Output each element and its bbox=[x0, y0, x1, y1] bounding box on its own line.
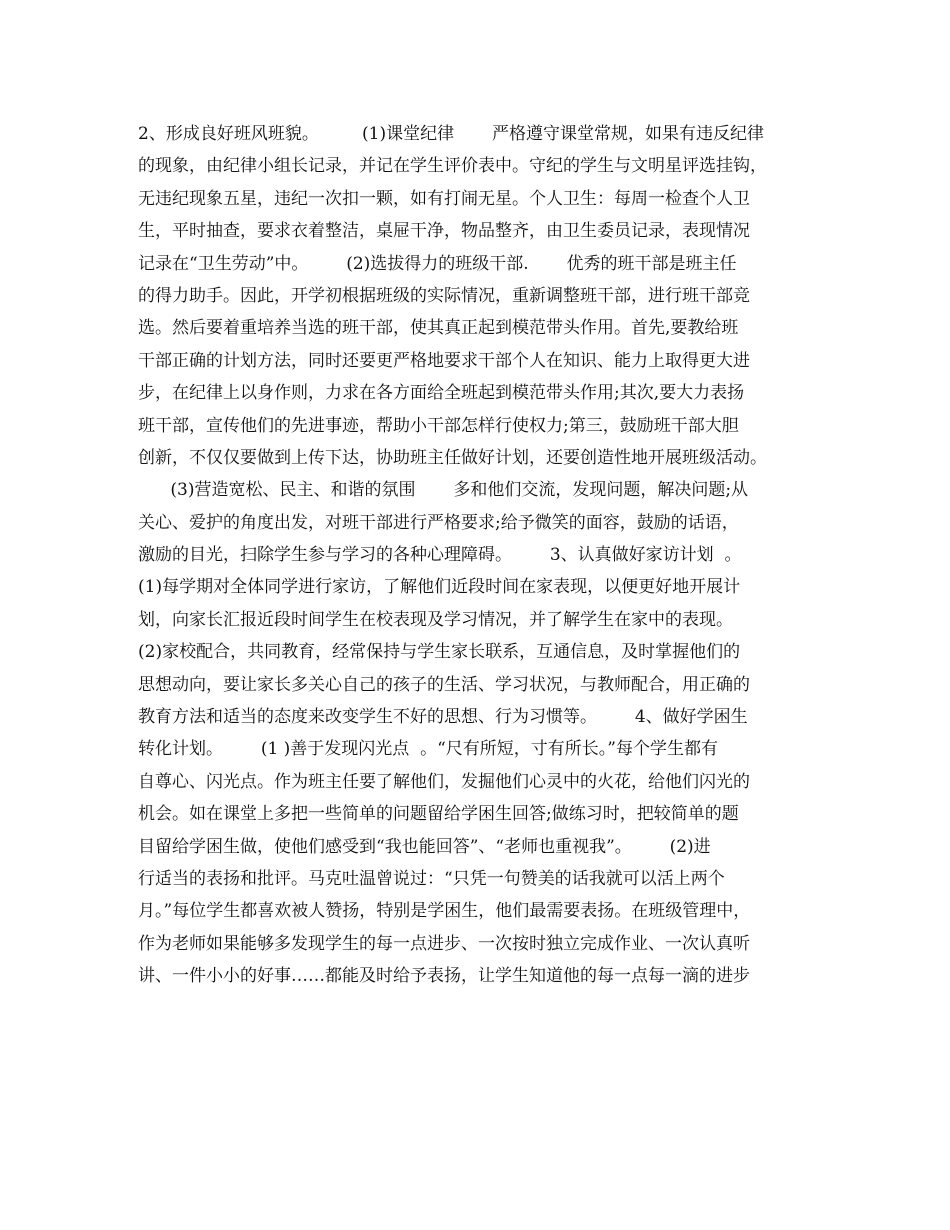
text-line-22: 机会。如在课堂上多把一些简单的问题留给学困生回答;做练习时，把较简单的题 bbox=[138, 804, 739, 825]
text-line-13: 关心、爱护的角度出发，对班干部进行严格要求;给予微笑的面容，鼓励的话语， bbox=[138, 512, 739, 533]
text-line-5: 记录在“卫生劳动”中。 (2)选拔得力的班级干部. 优秀的班干部是班主任 bbox=[138, 253, 737, 274]
text-line-11: 创新，不仅仅要做到上传下达，协助班主任做好计划，还要创造性地开展班级活动。 bbox=[138, 447, 767, 468]
text-line-21: 自尊心、闪光点。作为班主任要了解他们，发掘他们心灵中的火花，给他们闪光的 bbox=[138, 771, 750, 792]
text-line-27: 讲、一件小小的好事……都能及时给予表扬，让学生知道他的每一点每一滴的进步 bbox=[138, 966, 750, 987]
text-line-2: 的现象，由纪律小组长记录，并记在学生评价表中。守纪的学生与文明星评选挂钩， bbox=[138, 156, 767, 177]
text-line-25: 月。”每位学生都喜欢被人赞扬，特别是学困生，他们最需要表扬。在班级管理中， bbox=[138, 901, 751, 922]
text-line-19: 教育方法和适当的态度来改变学生不好的思想、行为习惯等。 4、做好学困生 bbox=[138, 707, 748, 728]
text-line-24: 行适当的表扬和批评。马克吐温曾说过：“只凭一句赞美的话我就可以活上两个 bbox=[138, 868, 725, 889]
text-line-15: (1)每学期对全体同学进行家访，了解他们近段时间在家表现，以便更好地开展计 bbox=[138, 577, 741, 598]
body-text bbox=[138, 118, 828, 993]
text-line-6: 的得力助手。因此，开学初根据班级的实际情况，重新调整班干部，进行班干部竞 bbox=[138, 285, 750, 306]
text-line-8: 干部正确的计划方法，同时还要更严格地要求干部个人在知识、能力上取得更大进 bbox=[138, 350, 750, 371]
text-line-7: 选。然后要着重培养当选的班干部，使其真正起到模范带头作用。首先,要教给班 bbox=[138, 318, 739, 339]
text-line-16: 划，向家长汇报近段时间学生在校表现及学习情况，并了解学生在家中的表现。 bbox=[138, 609, 733, 630]
text-line-4: 生，平时抽查，要求衣着整洁，桌屉干净，物品整齐，由卫生委员记录，表现情况 bbox=[138, 221, 750, 242]
text-line-9: 步，在纪律上以身作则，力求在各方面给全班起到模范带头作用;其次,要大力表扬 bbox=[138, 383, 745, 404]
text-line-26: 作为老师如果能够多发现学生的每一点进步、一次按时独立完成作业、一次认真听 bbox=[138, 933, 750, 954]
text-line-17: (2)家校配合，共同教育，经常保持与学生家长联系，互通信息，及时掌握他们的 bbox=[138, 642, 741, 663]
text-line-14: 激励的目光，扫除学生参与学习的各种心理障碍。 3、认真做好家访计划 。 bbox=[138, 545, 742, 566]
text-line-1: 2、形成良好班风班貌。 (1)课堂纪律 严格遵守课堂常规，如果有违反纪律 bbox=[138, 124, 764, 144]
text-line-20: 转化计划。 (1 )善于发现闪光点 。“尺有所短，寸有所长。”每个学生都有 bbox=[138, 739, 718, 760]
text-line-3: 无违纪现象五星，违纪一次扣一颗，如有打闹无星。个人卫生：每周一检查个人卫 bbox=[138, 188, 750, 209]
text-line-23: 目留给学困生做，使他们感受到“我也能回答”、“老师也重视我”。 (2)进 bbox=[138, 836, 711, 857]
text-line-10: 班干部，宣传他们的先进事迹，帮助小干部怎样行使权力;第三，鼓励班干部大胆 bbox=[138, 415, 739, 436]
text-line-12: (3)营造宽松、民主、和谐的氛围 多和他们交流，发现问题，解决问题;从 bbox=[138, 480, 749, 501]
text-line-18: 思想动向，要让家长多关心自己的孩子的生活、学习状况，与教师配合，用正确的 bbox=[138, 674, 750, 695]
